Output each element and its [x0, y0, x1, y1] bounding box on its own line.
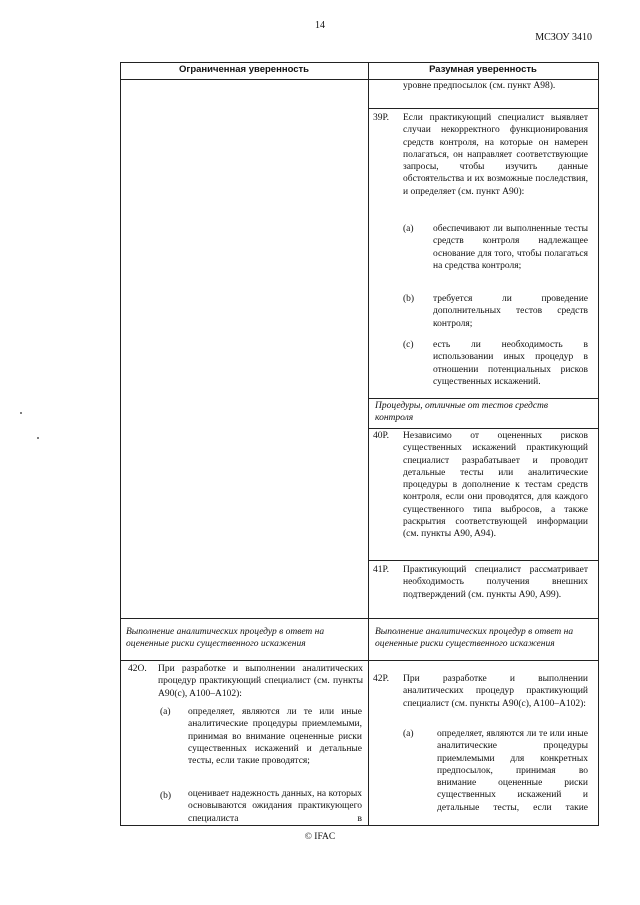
paragraph-number: 42О.	[128, 664, 147, 674]
list-marker: (c)	[403, 340, 414, 350]
paragraph-39p-item-c: есть ли необходимость в использовании иных процедур в отношении потенциальных рисков существенных искажений.	[433, 340, 588, 387]
column-header-reasonable: Разумная уверенность	[429, 64, 537, 75]
paragraph-39p-item-a: обеспечивают ли выполненные тесты средств контроля надлежащее основание для того, чтобы полагаться на средства контроля;	[433, 224, 588, 271]
paragraph-number: 41Р.	[373, 565, 389, 575]
row-divider-right-2	[368, 398, 598, 399]
page-number: 14	[315, 20, 325, 31]
paragraph-41p-text: Практикующий специалист рассматривает необходимость получения внешних подтверждений (см. пункты A90, A99).	[403, 565, 588, 600]
document-id: МСЗОУ 3410	[535, 32, 592, 43]
paragraph-42o-text: При разработке и выполнении аналитических процедур практикующий специалист (см. пункты A90(с), A100–A102):	[158, 664, 363, 699]
paragraph-42p-item-a: определяет, являются ли те или иные аналитические процедуры приемлемыми для конкретных предпосылок, принимая во внимание оцененные риски существенных искажений и детальные тесты, если такие	[437, 729, 588, 813]
list-marker: (b)	[403, 294, 415, 304]
copyright-footer: © IFAC	[304, 832, 336, 842]
row-divider-right-1	[368, 108, 598, 109]
scan-speck	[37, 437, 39, 439]
paragraph-number: 40Р.	[373, 431, 389, 441]
paragraph-number: 42Р.	[373, 674, 389, 684]
paragraph-40p-text: Независимо от оцененных рисков существенных искажений практикующий специалист разрабатывает и проводит детальные тесты или аналитические процедуры в дополнение к тестам средств контроля, если они проводятся, для каждого существенного типа выбросов, а также раскрытия соответствующей информации (см. пункты A90, A94).	[403, 431, 588, 540]
section-divider	[120, 618, 598, 619]
row-divider-right-4	[368, 560, 598, 561]
section-heading: Процедуры, отличные от тестов средств контроля	[375, 401, 549, 424]
list-marker: (a)	[403, 224, 414, 234]
column-header-limited: Ограниченная уверенность	[178, 64, 310, 75]
paragraph-42o-item-a: определяет, являются ли те или иные аналитические процедуры приемлемыми, принимая во внимание оцененные риски существенных искажений и детальные тесты, если такие проводятся;	[188, 707, 362, 767]
continued-text: уровне предпосылок (см. пункт A98).	[403, 81, 556, 91]
column-divider	[368, 62, 369, 825]
section-heading: Выполнение аналитических процедур в ответ на оцененные риски существенного искажения	[126, 627, 325, 650]
section-heading: Выполнение аналитических процедур в ответ на оцененные риски существенного искажения	[375, 627, 574, 650]
paragraph-42p-text: При разработке и выполнении аналитических процедур практикующий специалист (см. пункты A90(с), A100–A102):	[403, 674, 588, 709]
row-divider-right-3	[368, 428, 598, 429]
list-marker: (a)	[403, 729, 414, 739]
scan-speck	[20, 412, 22, 414]
list-marker: (a)	[160, 707, 171, 717]
paragraph-39p-item-b: требуется ли проведение дополнительных тестов средств контроля;	[433, 294, 588, 329]
heading-divider-left	[120, 660, 598, 661]
list-marker: (b)	[160, 791, 172, 801]
paragraph-39p-text: Если практикующий специалист выявляет случаи некорректного функционирования средств контроля, на которые он намерен полагаться, он направляет соответствующие запросы, чтобы изучить данные обстоятельства и их возможные последствия, и определяет (см. пункт A90):	[403, 113, 588, 197]
paragraph-number: 39Р.	[373, 113, 389, 123]
paragraph-42o-item-b: оценивает надежность данных, на которых основываются ожидания практикующего специалиста в	[188, 789, 362, 824]
